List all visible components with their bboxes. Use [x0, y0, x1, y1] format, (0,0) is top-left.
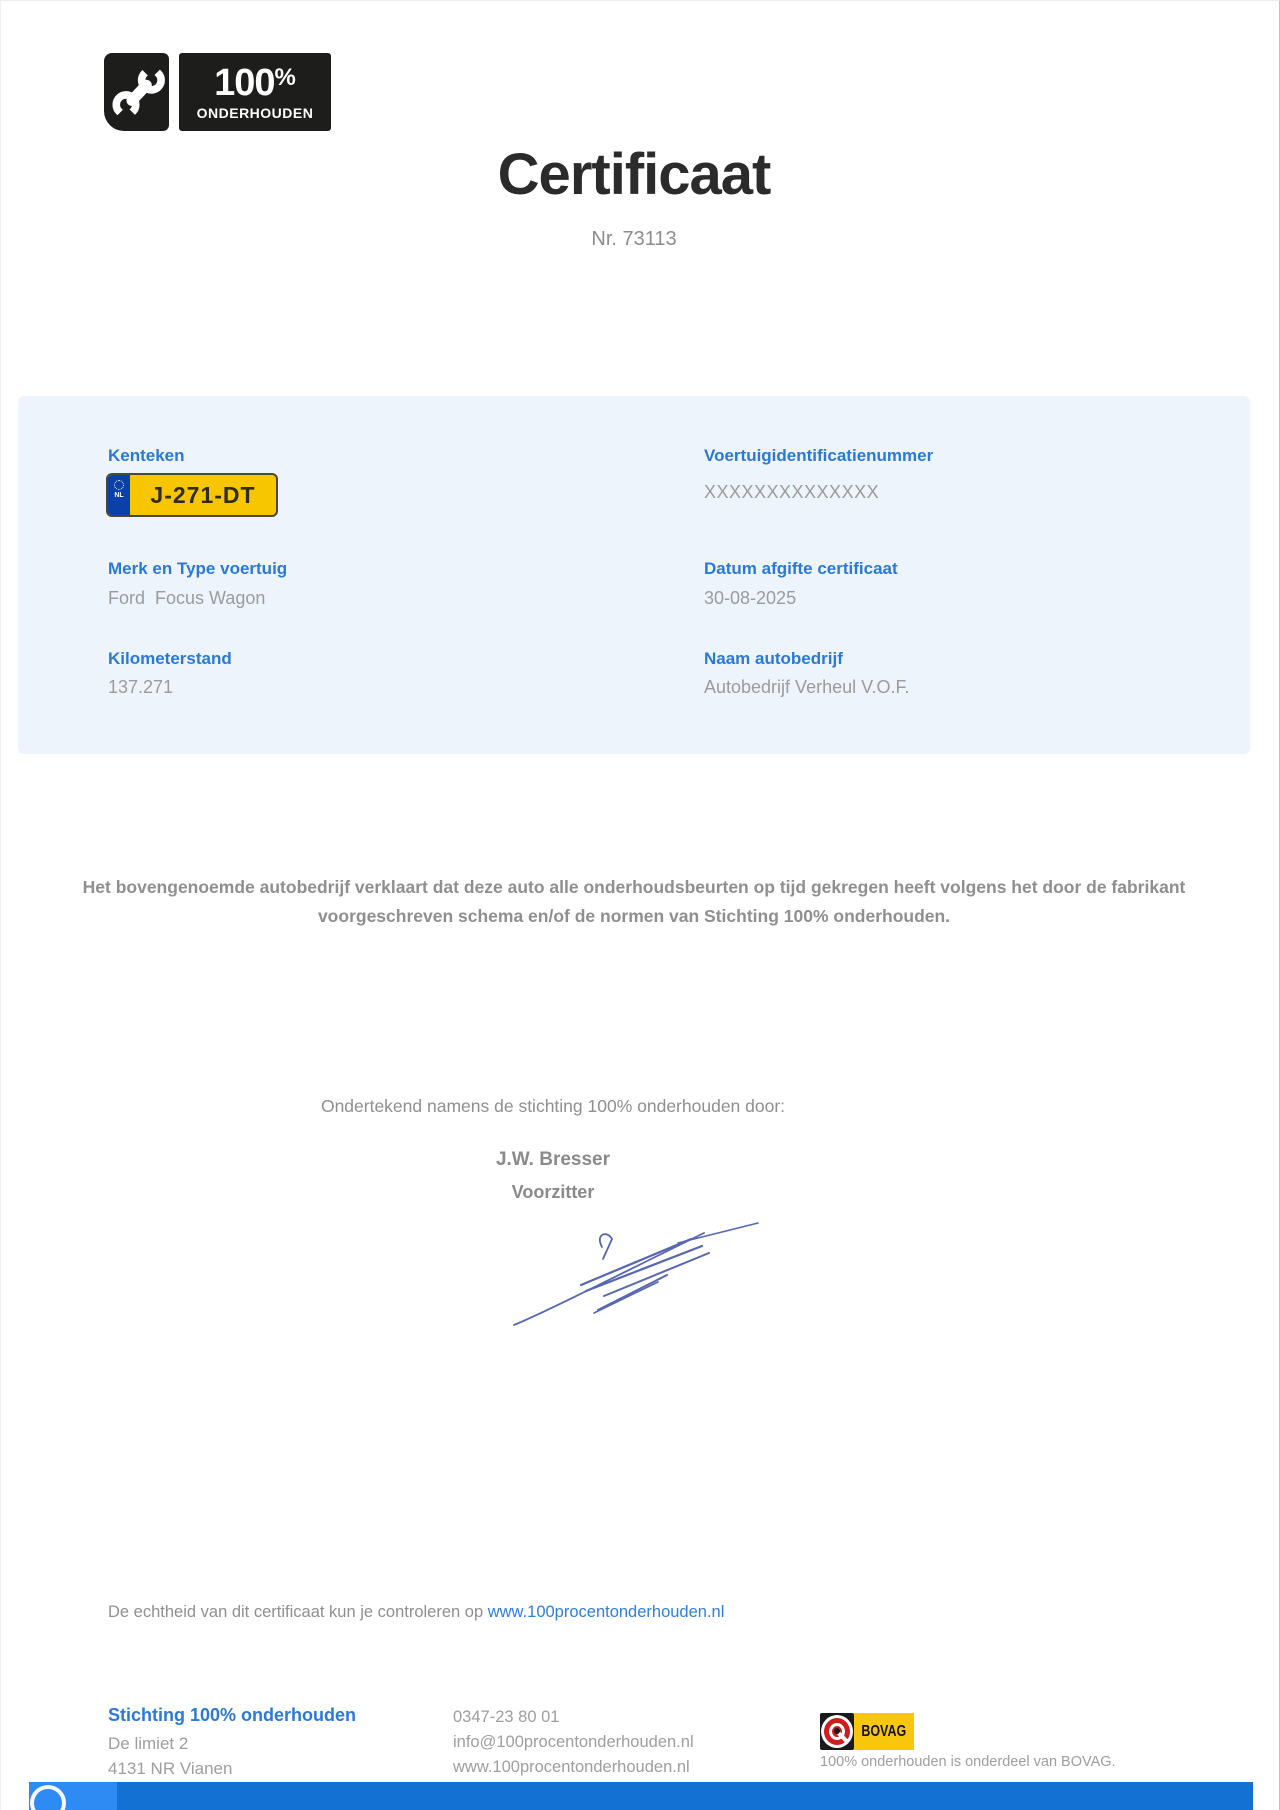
declaration-statement: [1, 873, 1267, 931]
signer-name: J.W. Bresser: [495, 1149, 611, 1170]
footer-phone: 0347-23 80 01: [453, 1708, 560, 1726]
page-title: Certificaat: [497, 142, 771, 207]
vin-value: XXXXXXXXXXXXXX: [704, 482, 880, 502]
kilometerstand-label: Kilometerstand: [108, 649, 232, 668]
merk-label: Merk en Type voertuig: [108, 559, 288, 578]
signature-image: [486, 1213, 806, 1338]
logo-subtitle: ONDERHOUDEN: [196, 105, 314, 121]
declaration-line-1: Het bovengenoemde autobedrijf verklaart dat deze auto alle onderhoudsbeurten op tijd gekregen heeft volgens het door de fabrikant: [82, 877, 1186, 897]
bovag-note: 100% onderhouden is onderdeel van BOVAG.: [820, 1754, 1116, 1770]
stichting-logo: [104, 53, 169, 131]
footer-org-name: Stichting 100% onderhouden: [108, 1705, 357, 1725]
autobedrijf-value: Autobedrijf Verheul V.O.F.: [704, 677, 910, 697]
bovag-label-text: BOVAG: [861, 1723, 907, 1740]
declaration-line-2: voorgeschreven schema en/of de normen van Stichting 100% onderhouden.: [317, 906, 951, 926]
bovag-wordmark: [854, 1713, 914, 1750]
license-plate-eu-strip: [108, 475, 130, 515]
logo-percent-sign: %: [274, 64, 296, 91]
kilometerstand-value: 137.271: [108, 677, 174, 697]
certificate-number: Nr. 73113: [591, 228, 677, 250]
merk-value: Ford Focus Wagon: [108, 588, 266, 608]
plate-country-code: NL: [114, 492, 124, 499]
signature-strokes: [486, 1213, 806, 1338]
license-plate: [106, 473, 278, 517]
verify-text: De echtheid van dit certificaat kun je controleren op: [108, 1603, 488, 1621]
footer-address-line1: De limiet 2: [108, 1734, 189, 1753]
vehicle-details-panel: [18, 396, 1250, 754]
logo-percent-digits: 100: [214, 62, 275, 104]
eu-stars-icon: [114, 480, 124, 490]
footer-address-line2: 4131 NR Vianen: [108, 1759, 233, 1778]
verify-link[interactable]: www.100procentonderhouden.nl: [487, 1603, 725, 1621]
autobedrijf-label: Naam autobedrijf: [704, 649, 843, 668]
bovag-emblem-icon: [820, 1713, 854, 1750]
logo-wordmark: [179, 53, 331, 131]
bovag-logo: [820, 1713, 914, 1750]
datum-value: 30-08-2025: [704, 588, 797, 608]
signing-intro: Ondertekend namens de stichting 100% onderhouden door:: [320, 1096, 786, 1116]
wrench-icon: [109, 59, 165, 125]
verify-line: [108, 1603, 724, 1622]
bottom-blue-bar: [29, 1782, 1253, 1810]
plate-number: J-271-DT: [150, 482, 256, 508]
datum-label: Datum afgifte certificaat: [704, 559, 898, 578]
footer-email: info@100procentonderhouden.nl: [453, 1733, 694, 1751]
footer-website: www.100procentonderhouden.nl: [453, 1758, 690, 1776]
kenteken-label: Kenteken: [108, 446, 185, 465]
signer-role: Voorzitter: [511, 1182, 595, 1202]
vin-label: Voertuigidentificatienummer: [704, 446, 934, 465]
